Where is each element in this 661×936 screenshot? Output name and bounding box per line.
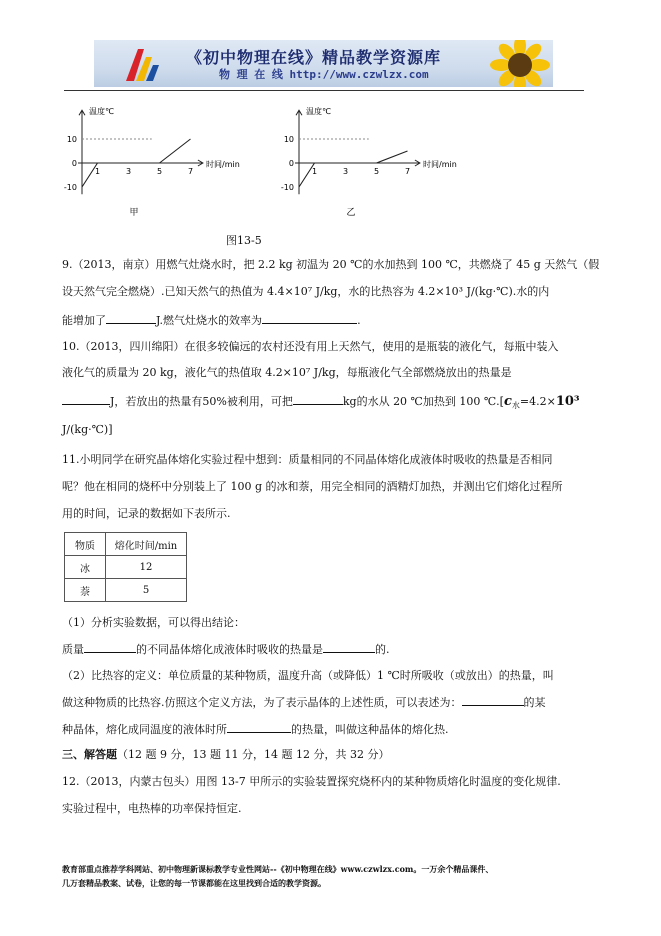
q11-line3: 用的时间，记录的数据如下表所示. — [62, 507, 231, 520]
sunflower-image — [489, 40, 551, 87]
x-tick-label: 5 — [373, 167, 380, 176]
q10-text-d: 10³ — [555, 394, 580, 409]
q11-blank-definition[interactable] — [462, 693, 524, 706]
q9-line3 — [62, 311, 361, 328]
footer-line2: 几万套精品教案、试卷，让您的每一节课都能在这里找到合适的教学资源。 — [62, 878, 326, 888]
q10-line1: 10.（2013，四川绵阳）在很多较偏远的农村还没有用上天然气，使用的是瓶装的液化气，每瓶中装入 — [62, 340, 559, 353]
q11-part2-text-a: 做这种物质的比热容.仿照这个定义方法，为了表示晶体的上述性质，可以表述为： — [62, 696, 462, 709]
q11-part2-line2 — [62, 693, 546, 710]
y-tick-label: 0 — [288, 159, 294, 168]
banner-title: 《初中物理在线》精品教学资源库 — [186, 48, 442, 67]
table-header-cell: 熔化时间/min — [106, 533, 187, 556]
q9-line1: 9.（2013，南京）用燃气灶烧水时，把 2.2 kg 初温为 20 ℃的水加热到 100 ℃，共燃烧了 45 g 天然气（假 — [62, 258, 600, 271]
graph-label: 乙 — [346, 208, 356, 218]
q11-line1: 11.小明同学在研究晶体熔化实验过程中想到：质量相同的不同晶体熔化成液体时吸收的热量是否相同 — [62, 453, 553, 466]
figure-graphs — [62, 96, 482, 221]
header-rule — [64, 90, 584, 91]
q10-line4: J/(kg·℃)] — [62, 423, 113, 436]
graph-yi — [281, 106, 457, 218]
q9-blank-efficiency[interactable] — [262, 311, 357, 324]
x-axis-label: 时间/min — [423, 160, 457, 169]
q10-blank-heat[interactable] — [62, 392, 110, 405]
section3-heading — [62, 746, 389, 762]
banner-url: 物 理 在 线 http://www.czwlzx.com — [219, 68, 429, 81]
table-cell: 12 — [106, 556, 187, 579]
table-header-row — [65, 533, 187, 556]
q10-text-c: =4.2× — [519, 395, 556, 408]
y-tick-label: 10 — [66, 135, 77, 144]
q9-blank-energy[interactable] — [106, 311, 156, 324]
q11-part2-text-c: 种晶体，熔化成同温度的液体时所 — [62, 723, 227, 736]
q11-part2-text-d: 的热量，叫做这种晶体的熔化热. — [291, 723, 449, 736]
q11-part1-text-b: 的不同晶体熔化成液体时吸收的热量是 — [136, 643, 323, 656]
q11-part2-line1: （2）比热容的定义：单位质量的某种物质，温度升高（或降低）1 ℃时所吸收（或放出）的热量，叫 — [62, 669, 554, 682]
y-tick-label: 10 — [283, 135, 294, 144]
x-tick-label: 3 — [125, 167, 132, 176]
x-axis-label: 时间/min — [206, 160, 240, 169]
q9-text-a: 能增加了 — [62, 314, 106, 327]
footer-line1: 教育部重点推荐学科网站、初中物理新课标教学专业性网站--《初中物理在线》www.czwlzx.com。一万余个精品课件、 — [62, 864, 494, 874]
q10-formula-c: c — [503, 394, 512, 409]
q9-line2: 设天然气完全燃烧）.已知天然气的热值为 4.4×10⁷ J/kg，水的比热容为 4.2×10³ J/(kg·℃).水的内 — [62, 285, 550, 298]
x-tick-label: 5 — [156, 167, 163, 176]
q10-text-b: kg的水从 20 ℃加热到 100 ℃.[ — [342, 395, 504, 408]
q11-part1-text-a: 质量 — [62, 643, 84, 656]
q11-part1-line — [62, 640, 390, 657]
q11-blank-heat[interactable] — [323, 640, 375, 653]
graph-jia — [64, 106, 240, 218]
q11-blank-absorb[interactable] — [227, 720, 291, 733]
table-cell: 冰 — [65, 556, 106, 579]
table-header-cell: 物质 — [65, 533, 106, 556]
q11-part2-text-b: 的某 — [523, 696, 546, 709]
x-tick-label: 1 — [311, 167, 318, 176]
table-cell: 萘 — [65, 579, 106, 602]
q11-part1-text-c: 的. — [375, 643, 390, 656]
q10-blank-mass[interactable] — [293, 392, 343, 405]
q11-blank-mass[interactable] — [84, 640, 136, 653]
y-tick-label: 0 — [71, 159, 77, 168]
x-tick-label: 7 — [187, 167, 194, 176]
x-tick-label: 7 — [404, 167, 411, 176]
q10-line3 — [62, 392, 580, 411]
q10-line2: 液化气的质量为 20 kg，液化气的热值取 4.2×10⁷ J/kg，每瓶液化气全部燃烧放出的热量是 — [62, 366, 512, 379]
header-banner — [94, 40, 553, 87]
q11-part1-title: （1）分析实验数据，可以得出结论： — [62, 616, 245, 629]
melting-time-table — [64, 532, 187, 602]
y-tick-label: -10 — [63, 183, 77, 192]
q12-line1: 12.（2013，内蒙古包头）用图 13-7 甲所示的实验装置探究烧杯内的某种物质熔化时温度的变化规律. — [62, 775, 561, 788]
y-axis-label: 温度℃ — [89, 107, 114, 117]
table-cell: 5 — [106, 579, 187, 602]
q9-text-c: . — [357, 314, 361, 327]
x-tick-label: 3 — [342, 167, 349, 176]
table-row — [65, 579, 187, 602]
section3-note: （12 题 9 分，13 题 11 分，14 题 12 分，共 32 分） — [117, 748, 390, 761]
figure-caption: 图13-5 — [226, 234, 262, 247]
table-row — [65, 556, 187, 579]
y-tick-label: -10 — [280, 183, 294, 192]
q12-line2: 实验过程中，电热棒的功率保持恒定. — [62, 802, 242, 815]
q11-line2: 呢？他在相同的烧杯中分别装上了 100 g 的冰和萘，用完全相同的酒精灯加热，并测出它们熔化过程所 — [62, 480, 563, 493]
section3-title: 三、解答题 — [62, 748, 117, 761]
q11-part2-line3 — [62, 720, 449, 737]
q10-formula-sub: 水 — [511, 401, 520, 411]
q10-text-a: J，若放出的热量有50%被利用，可把 — [110, 395, 293, 408]
x-tick-label: 1 — [94, 167, 101, 176]
site-logo-icon — [120, 43, 162, 85]
graph-label: 甲 — [129, 208, 139, 218]
q9-text-b: J.燃气灶烧水的效率为 — [156, 314, 263, 327]
y-axis-label: 温度℃ — [306, 107, 331, 117]
